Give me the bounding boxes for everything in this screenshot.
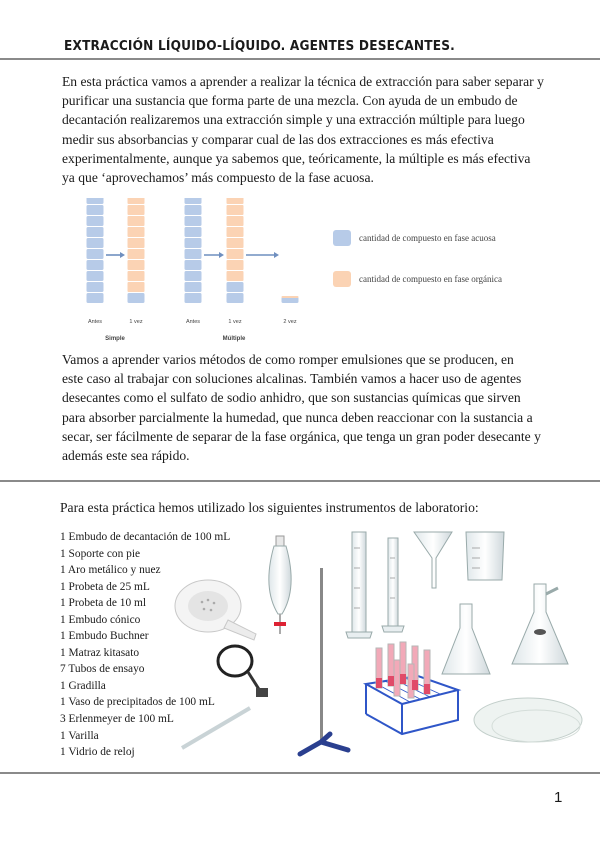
bar-segment-aqueous: [87, 249, 104, 259]
text-line: medir sus absorbancias y comparar cual de las dos extracciones es más efectiva: [62, 131, 494, 147]
bar-segment-aqueous: [185, 293, 202, 303]
list-item: 1 Vidrio de reloj: [60, 746, 135, 759]
list-item: 1 Probeta de 10 ml: [60, 597, 147, 610]
bar-segment-organic: [128, 205, 145, 215]
list-item: 7 Tubos de ensayo: [60, 663, 145, 676]
legend-swatch-organic: [333, 271, 351, 287]
bar-segment-organic: [227, 249, 244, 259]
bar-segment-organic: [128, 198, 145, 204]
bar-segment-organic: [227, 271, 244, 281]
arrow-head-icon: [120, 252, 125, 258]
bar-segment-organic: [227, 198, 244, 204]
bar-segment-aqueous: [128, 293, 145, 303]
bar-segment-aqueous: [185, 216, 202, 226]
list-item: 1 Matraz kitasato: [60, 646, 140, 659]
text-line: desecantes como el sulfato de sodio anhidro, que son sustancias químicas que sirven: [62, 390, 521, 406]
separatory-funnel-icon: [269, 536, 291, 634]
bar-segment-aqueous: [185, 227, 202, 237]
bar-segment-aqueous: [227, 282, 244, 292]
kitasato-flask-icon: [512, 584, 568, 664]
legend-label: cantidad de compuesto en fase orgánica: [359, 274, 503, 284]
text-line: purificar una sustancia que forma parte de una mezcla. Con ayuda de un embudo de: [62, 93, 518, 109]
bar-segment-aqueous: [87, 205, 104, 215]
text-line: En esta práctica vamos a aprender a realizar la técnica de extracción para saber separar y: [62, 74, 544, 89]
instruments-intro: Para esta práctica hemos utilizado los siguientes instrumentos de laboratorio:: [60, 500, 479, 515]
bar-segment-aqueous: [87, 238, 104, 248]
bar-segment-aqueous: [185, 198, 202, 204]
text-line: Vamos a aprender varios métodos de como romper emulsiones que se producen, en: [62, 352, 514, 367]
arrow-head-icon: [219, 252, 224, 258]
test-tube-rack-icon: [366, 642, 458, 734]
chart-plot: [78, 198, 328, 348]
bar-segment-organic: [227, 216, 244, 226]
bar-segment-organic: [227, 227, 244, 237]
tick-label: 1 vez: [228, 319, 242, 325]
bar-segment-aqueous: [185, 282, 202, 292]
text-line: ya que ‘aprovechamos’ más compuesto de la fase acuosa.: [62, 170, 374, 186]
bar-segment-organic: [227, 205, 244, 215]
bar-segment-organic: [227, 238, 244, 248]
legend-swatch-aqueous: [333, 230, 351, 246]
list-item: 1 Embudo Buchner: [60, 630, 149, 643]
bar-segment-organic: [128, 249, 145, 259]
watch-glass-icon: [474, 698, 582, 742]
buchner-funnel-icon: [175, 580, 256, 640]
legend-label: cantidad de compuesto en fase acuosa: [359, 233, 496, 243]
text-line: para absorber parcialmente la humedad, que nunca deben reaccionar con la sustancia a: [62, 409, 533, 425]
bar-segment-aqueous: [87, 271, 104, 281]
list-item: 1 Varilla: [60, 729, 99, 742]
bar-segment-aqueous: [185, 271, 202, 281]
graduated-cylinder-10ml-icon: [382, 538, 404, 632]
bar-segment-organic: [128, 216, 145, 226]
header-rule: [0, 58, 600, 60]
list-item: 1 Embudo cónico: [60, 613, 141, 626]
text-line: además este sea rápido.: [62, 448, 190, 464]
bar-segment-aqueous: [185, 249, 202, 259]
bar-segment-organic: [128, 260, 145, 270]
tick-label: 2 vez: [283, 319, 297, 325]
bar-segment-aqueous: [185, 238, 202, 248]
group-label: Múltiple: [222, 336, 246, 342]
bar-segment-aqueous: [87, 293, 104, 303]
bar-segment-organic: [282, 296, 299, 298]
intro-paragraph: [62, 72, 548, 187]
legend-aqueous: [333, 230, 496, 246]
tick-label: Antes: [87, 319, 103, 325]
bar-segment-organic: [128, 238, 145, 248]
list-item: 1 Aro metálico y nuez: [60, 564, 161, 577]
erlenmeyer-flask-icon: [442, 604, 490, 674]
tick-label: 1 vez: [129, 319, 143, 325]
text-line: decantación realizaremos una extracción simple y una extracción múltiple para luego: [62, 112, 525, 128]
extraction-chart: [78, 198, 533, 348]
lab-equipment-illustration: [170, 528, 590, 760]
bar-segment-organic: [128, 227, 145, 237]
bar-segment-organic: [227, 260, 244, 270]
list-item: 1 Gradilla: [60, 679, 106, 692]
bar-segment-aqueous: [87, 216, 104, 226]
list-item: 1 Soporte con pie: [60, 547, 141, 560]
text-line: experimentalmente, aunque ya sabemos que, teóricamente, la múltiple es más efectiva: [62, 150, 531, 166]
bar-segment-organic: [128, 282, 145, 292]
page-number: 1: [554, 789, 563, 806]
bar-segment-aqueous: [87, 227, 104, 237]
beaker-icon: [466, 532, 504, 580]
list-item: 1 Embudo de decantación de 100 mL: [60, 531, 231, 543]
legend-organic: [333, 271, 502, 287]
list-item: 1 Vaso de precipitados de 100 mL: [60, 696, 215, 709]
metal-ring-icon: [218, 646, 268, 697]
page-title: EXTRACCIÓN LÍQUIDO-LÍQUIDO. AGENTES DESECANTES.: [64, 38, 455, 54]
list-item: 3 Erlenmeyer de 100 mL: [60, 713, 174, 726]
second-paragraph: [62, 350, 548, 465]
glass-rod-icon: [182, 708, 250, 748]
bar-segment-organic: [128, 271, 145, 281]
footer-rule: [0, 772, 600, 774]
group-label: Simple: [105, 336, 125, 342]
graduated-cylinder-25ml-icon: [346, 532, 372, 638]
bar-segment-aqueous: [227, 293, 244, 303]
bar-segment-aqueous: [185, 260, 202, 270]
section-rule: [0, 480, 600, 482]
bar-segment-aqueous: [87, 282, 104, 292]
text-line: este caso al trabajar con soluciones alcalinas. También vamos a hacer uso de agentes: [62, 371, 522, 387]
text-line: secar, ser fácilmente de separar de la fase orgánica, que tenga un gran poder desecante y: [62, 428, 541, 444]
arrow-head-icon: [274, 252, 279, 258]
bar-segment-aqueous: [87, 260, 104, 270]
bar-segment-aqueous: [87, 198, 104, 204]
bar-segment-aqueous: [185, 205, 202, 215]
tick-label: Antes: [185, 319, 201, 325]
stand-icon: [300, 568, 348, 754]
conical-funnel-icon: [414, 532, 452, 588]
list-item: 1 Probeta de 25 mL: [60, 580, 150, 593]
